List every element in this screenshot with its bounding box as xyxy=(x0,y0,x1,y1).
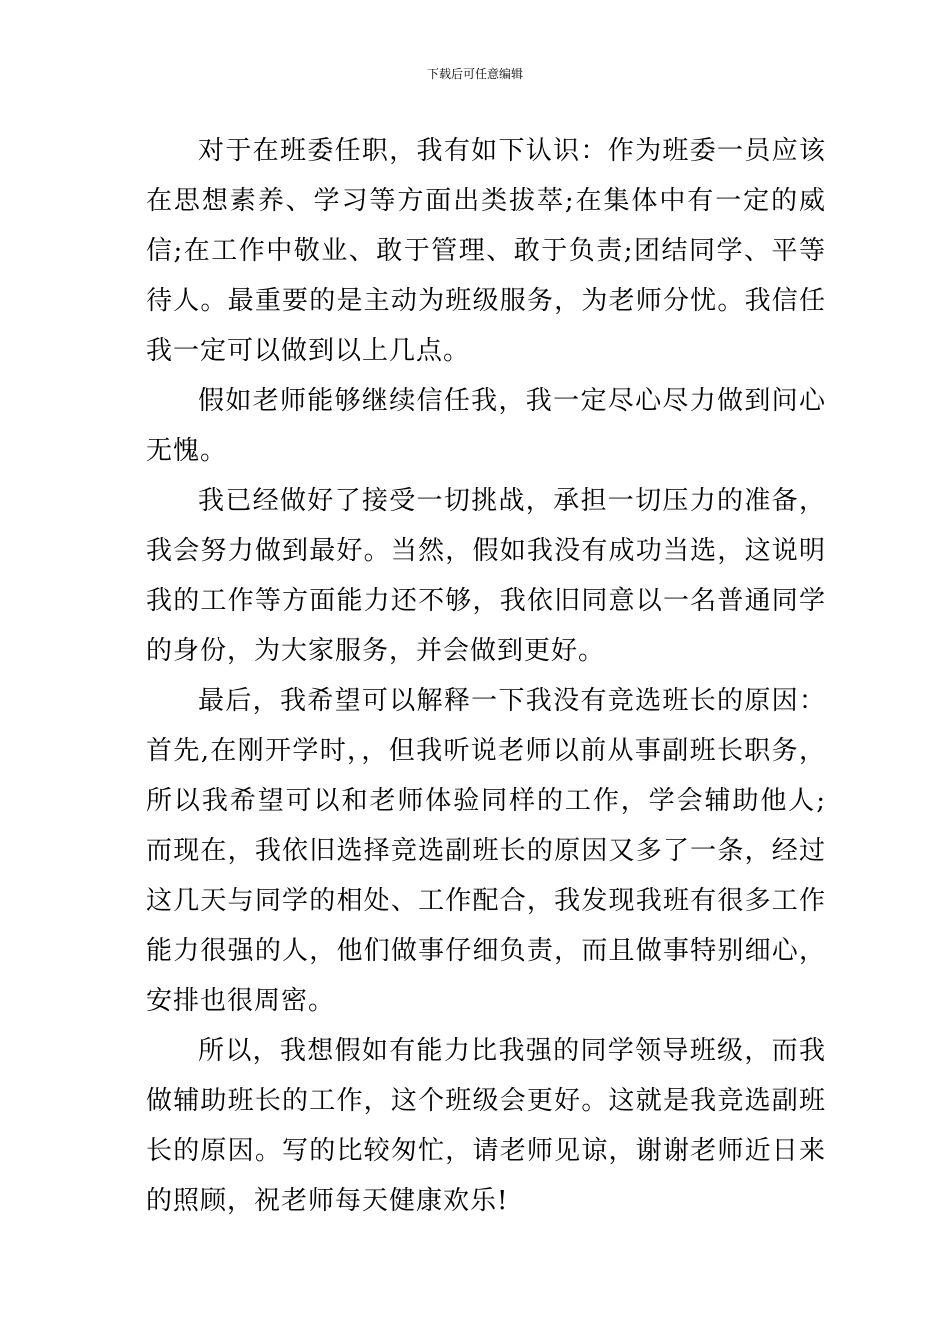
paragraph-2: 假如老师能够继续信任我，我一定尽心尽力做到问心无愧。 xyxy=(146,386,826,466)
paragraph-5: 所以，我想假如有能力比我强的同学领导班级，而我做辅助班长的工作，这个班级会更好。这就是我竞选副班长的原因。写的比较匆忙，请老师见谅，谢谢老师近日来的照顾，祝老师每天健康欢乐! xyxy=(146,1036,826,1216)
page-header-note: 下载后可任意编辑 xyxy=(426,67,523,81)
document-body xyxy=(146,126,826,1226)
paragraph-4: 最后，我希望可以解释一下我没有竞选班长的原因：首先,在刚开学时，，但我听说老师以前从事副班长职务，所以我希望可以和老师体验同样的工作，学会辅助他人;而现在，我依旧选择竞选副班长的原因又多了一条，经过这几天与同学的相处、工作配合，我发现我班有很多工作能力很强的人，他们做事仔细负责，而且做事特别细心，安排也很周密。 xyxy=(146,686,826,1016)
paragraph-1: 对于在班委任职，我有如下认识：作为班委一员应该在思想素养、学习等方面出类拔萃;在集体中有一定的威信;在工作中敬业、敢于管理、敢于负责;团结同学、平等待人。最重要的是主动为班级服务，为老师分忧。我信任我一定可以做到以上几点。 xyxy=(146,136,826,366)
paragraph-3: 我已经做好了接受一切挑战，承担一切压力的准备，我会努力做到最好。当然，假如我没有成功当选，这说明我的工作等方面能力还不够，我依旧同意以一名普通同学的身份，为大家服务，并会做到更好。 xyxy=(146,486,826,666)
